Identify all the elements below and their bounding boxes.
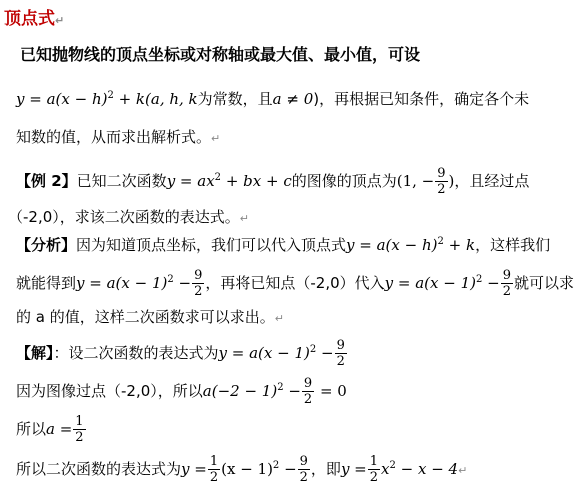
solution-line-2: 因为图像过点（-2,0），所以$a(-2 - 1)^2$ − $\frac{9}{2}$ = 0 [16, 376, 347, 407]
fraction-nine-halves: $\frac{9}{2}$ [299, 454, 308, 485]
analysis-line-3: 的 a 的值，这样二次函数求可以求出。↵ [16, 308, 284, 326]
intro-line-1: 已知抛物线的顶点坐标或对称轴或最大值、最小值，可设 [20, 45, 421, 64]
intro-line-3: 知数的值，从而求出解析式。↵ [16, 128, 221, 146]
fraction-nine-halves: $\frac{9}{2}$ [336, 338, 345, 369]
section-title: 顶点式↵ [4, 9, 65, 29]
fraction-one-half: $\frac{1}{2}$ [369, 454, 379, 485]
example-line-1: 【例 2】已知二次函数$y = ax^2$ + bx + c的图像的顶点为(1, − $\frac{9}{2}$ )，且经过点 [16, 166, 530, 197]
analysis-line-2: 就能得到$y = a(x - 1)^2$ − $\frac{9}{2}$ ，再将已知点（-2,0）代入$y = a(x - 1)^2$ − $\frac{9}{2}$ 就可以求 [16, 268, 574, 299]
fraction-nine-halves: $\frac{9}{2}$ [303, 376, 313, 407]
fraction-one-half: $\frac{1}{2}$ [209, 454, 219, 485]
example-line-2: （-2,0），求该二次函数的表达式。↵ [8, 208, 249, 226]
analysis-line-1: 【分析】因为知道顶点坐标，我们可以代入顶点式$y = a(x - h)^2 + k$，这样我们 [16, 236, 551, 254]
solution-line-1: 【解】：设二次函数的表达式为$y = a(x - 1)^2$ − $\frac{9}{2}$ [16, 338, 345, 369]
fraction-nine-halves: $\frac{9}{2}$ [437, 166, 446, 197]
intro-line-2: $y = a(x - h)^2 + k(a$, h, k为常数，且a ≠ 0)，再根据已知条件，确定各个未 [16, 90, 530, 108]
fraction-nine-halves: $\frac{9}{2}$ [502, 268, 511, 299]
fraction-one-half: $\frac{1}{2}$ [75, 414, 84, 445]
fraction-nine-halves: $\frac{9}{2}$ [194, 268, 203, 299]
solution-line-4: 所以二次函数的表达式为y = $\frac{1}{2}$ $(x - 1)^2$ − $\frac{9}{2}$ ，即y = $\frac{1}{2}$ $x^2 - x$ − 4↵ [16, 454, 468, 485]
solution-line-3: 所以a = $\frac{1}{2}$ [16, 414, 84, 445]
